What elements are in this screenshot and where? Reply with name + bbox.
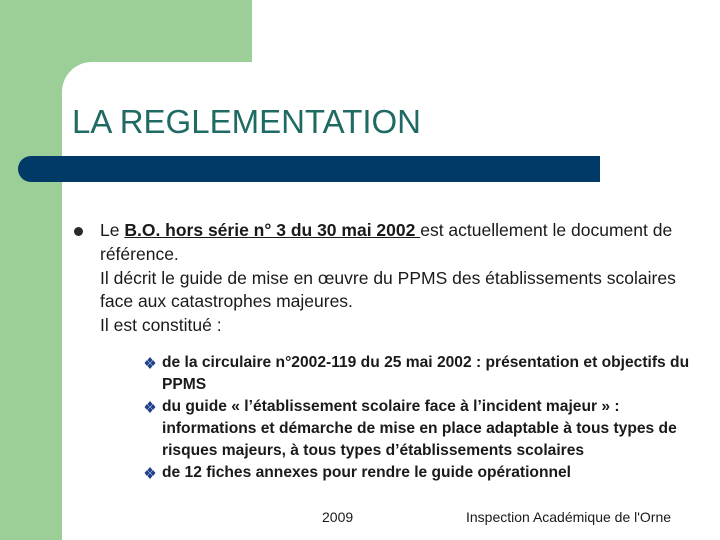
slide-title: LA REGLEMENTATION bbox=[72, 103, 422, 140]
main-bullet-text bbox=[100, 219, 700, 338]
footer-year: 2009 bbox=[322, 509, 354, 525]
sub-item-text: du guide « l’établissement scolaire face à l’incident majeur » : informations et démarche de mise en place adaptable à tous types de risques majeurs, à tous types d’établissements scolaires bbox=[162, 398, 677, 459]
title-underline-bar bbox=[18, 156, 600, 182]
main-bullet-icon bbox=[74, 227, 83, 236]
intro-suffix: est actuellement le document de référence. bbox=[100, 220, 673, 264]
sub-item-text: de la circulaire n°2002-119 du 25 mai 2002 : présentation et objectifs du PPMS bbox=[162, 354, 690, 393]
intro-prefix: Le bbox=[100, 220, 125, 240]
intro-paragraph bbox=[100, 219, 700, 267]
sub-list-item bbox=[144, 352, 704, 396]
composition-line: Il est constitué : bbox=[100, 315, 222, 336]
diamond-bullet-icon bbox=[144, 357, 156, 369]
sub-list-item bbox=[144, 396, 704, 462]
diamond-bullet-icon bbox=[144, 467, 156, 479]
description-line: Il décrit le guide de mise en œuvre du PPMS des établissements scolaires face aux catastrophes majeures. bbox=[100, 267, 676, 312]
sub-item-text: de 12 fiches annexes pour rendre le guide opérationnel bbox=[162, 464, 572, 481]
sub-bullet-list bbox=[144, 352, 704, 484]
footer-organization: Inspection Académique de l'Orne bbox=[466, 509, 672, 525]
diamond-bullet-icon bbox=[144, 401, 156, 413]
bo-reference-link[interactable]: B.O. hors série n° 3 du 30 mai 2002 bbox=[124, 220, 421, 240]
sub-list-item bbox=[144, 462, 704, 484]
